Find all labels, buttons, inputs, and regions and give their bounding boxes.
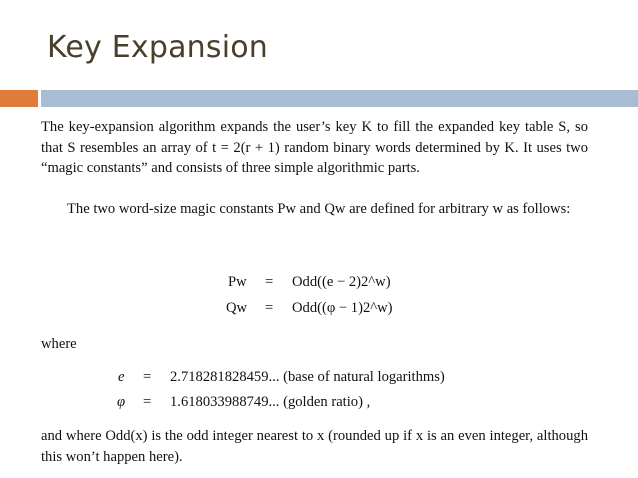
def1-rel: =	[143, 369, 152, 385]
def2-symbol: φ	[117, 394, 126, 410]
where-label: where	[41, 336, 77, 352]
def2-rel: =	[143, 394, 152, 410]
def2-value: 1.618033988749... (golden ratio) ,	[170, 394, 371, 410]
def1-symbol: e	[118, 369, 125, 385]
accent-bar-orange	[0, 90, 38, 107]
eq2-rel: =	[265, 300, 274, 316]
eq1-lhs: Pw	[228, 274, 247, 290]
slide-title: Key Expansion	[47, 30, 269, 65]
paragraph-key-expansion: The key-expansion algorithm expands the user’s key K to fill the expanded key table S, so that S resembles an array of t = 2(r + 1) random binary words determined by K. It uses two “magic constants” and consists of three simple algorithmic parts.	[41, 119, 588, 176]
eq1-rel: =	[265, 274, 274, 290]
eq1-rhs: Odd((e − 2)2^w)	[292, 274, 391, 290]
paragraph-magic-constants: The two word-size magic constants Pw and Qw are defined for arbitrary w as follows:	[67, 201, 571, 217]
accent-bar-blue	[41, 90, 638, 107]
eq2-rhs: Odd((φ − 1)2^w)	[292, 300, 393, 316]
eq2-lhs: Qw	[226, 300, 248, 316]
paragraph-odd-definition: and where Odd(x) is the odd integer nearest to x (rounded up if x is an even integer, although this won’t happen here).	[41, 428, 588, 465]
def1-value: 2.718281828459... (base of natural logarithms)	[170, 369, 445, 385]
